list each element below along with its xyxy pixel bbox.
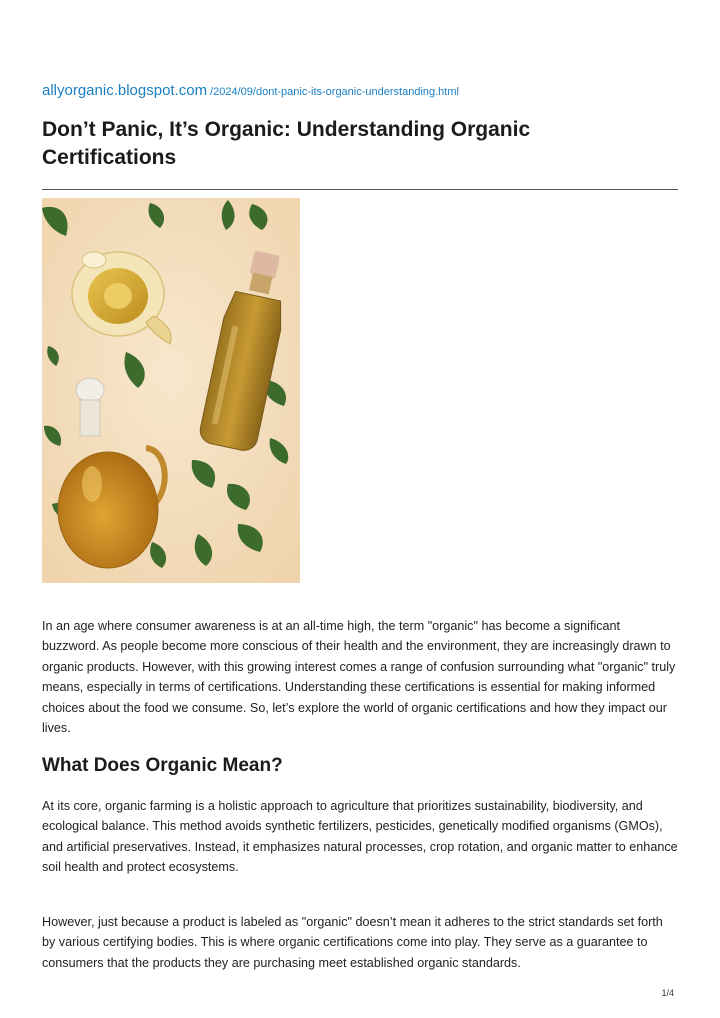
intro-paragraph: In an age where consumer awareness is at an all-time high, the term "organic" has become a significant buzzword. As people become more conscious of their health and the environment, they are increasingly drawn to organic products. However, with this growing interest comes a range of confusion surrounding what "organic" truly means, especially in terms of certifications. Understanding these certifications is essential for making informed choices about the food we consume. So, let’s explore the world of organic certifications and how they impact our lives. [42, 619, 676, 736]
source-url[interactable] [42, 82, 459, 100]
section-paragraph-1: At its core, organic farming is a holistic approach to agriculture that prioritizes sustainability, biodiversity, and ecological balance. This method avoids synthetic fertilizers, pesticides, genetically modified organisms (GMOs), and artificial preservatives. Instead, it emphasizes natural processes, crop rotation, and organic matter to enhance soil health and protect ecosystems. [42, 799, 678, 875]
url-path[interactable]: /2024/09/dont-panic-its-organic-understanding.html [210, 86, 459, 98]
title-divider [42, 189, 678, 190]
section-heading: What Does Organic Mean? [42, 755, 283, 776]
url-domain[interactable]: allyorganic.blogspot.com [42, 82, 208, 99]
page-number: 1/4 [661, 988, 674, 998]
hero-image [42, 198, 300, 583]
section-paragraph-2: However, just because a product is labeled as "organic" doesn’t mean it adheres to the strict standards set forth by various certifying bodies. This is where organic certifications come into play. They serve as a guarantee to consumers that the products they are purchasing meet established organic standards. [42, 915, 663, 970]
article-title: Don’t Panic, It’s Organic: Understanding Organic Certifications [42, 118, 531, 169]
